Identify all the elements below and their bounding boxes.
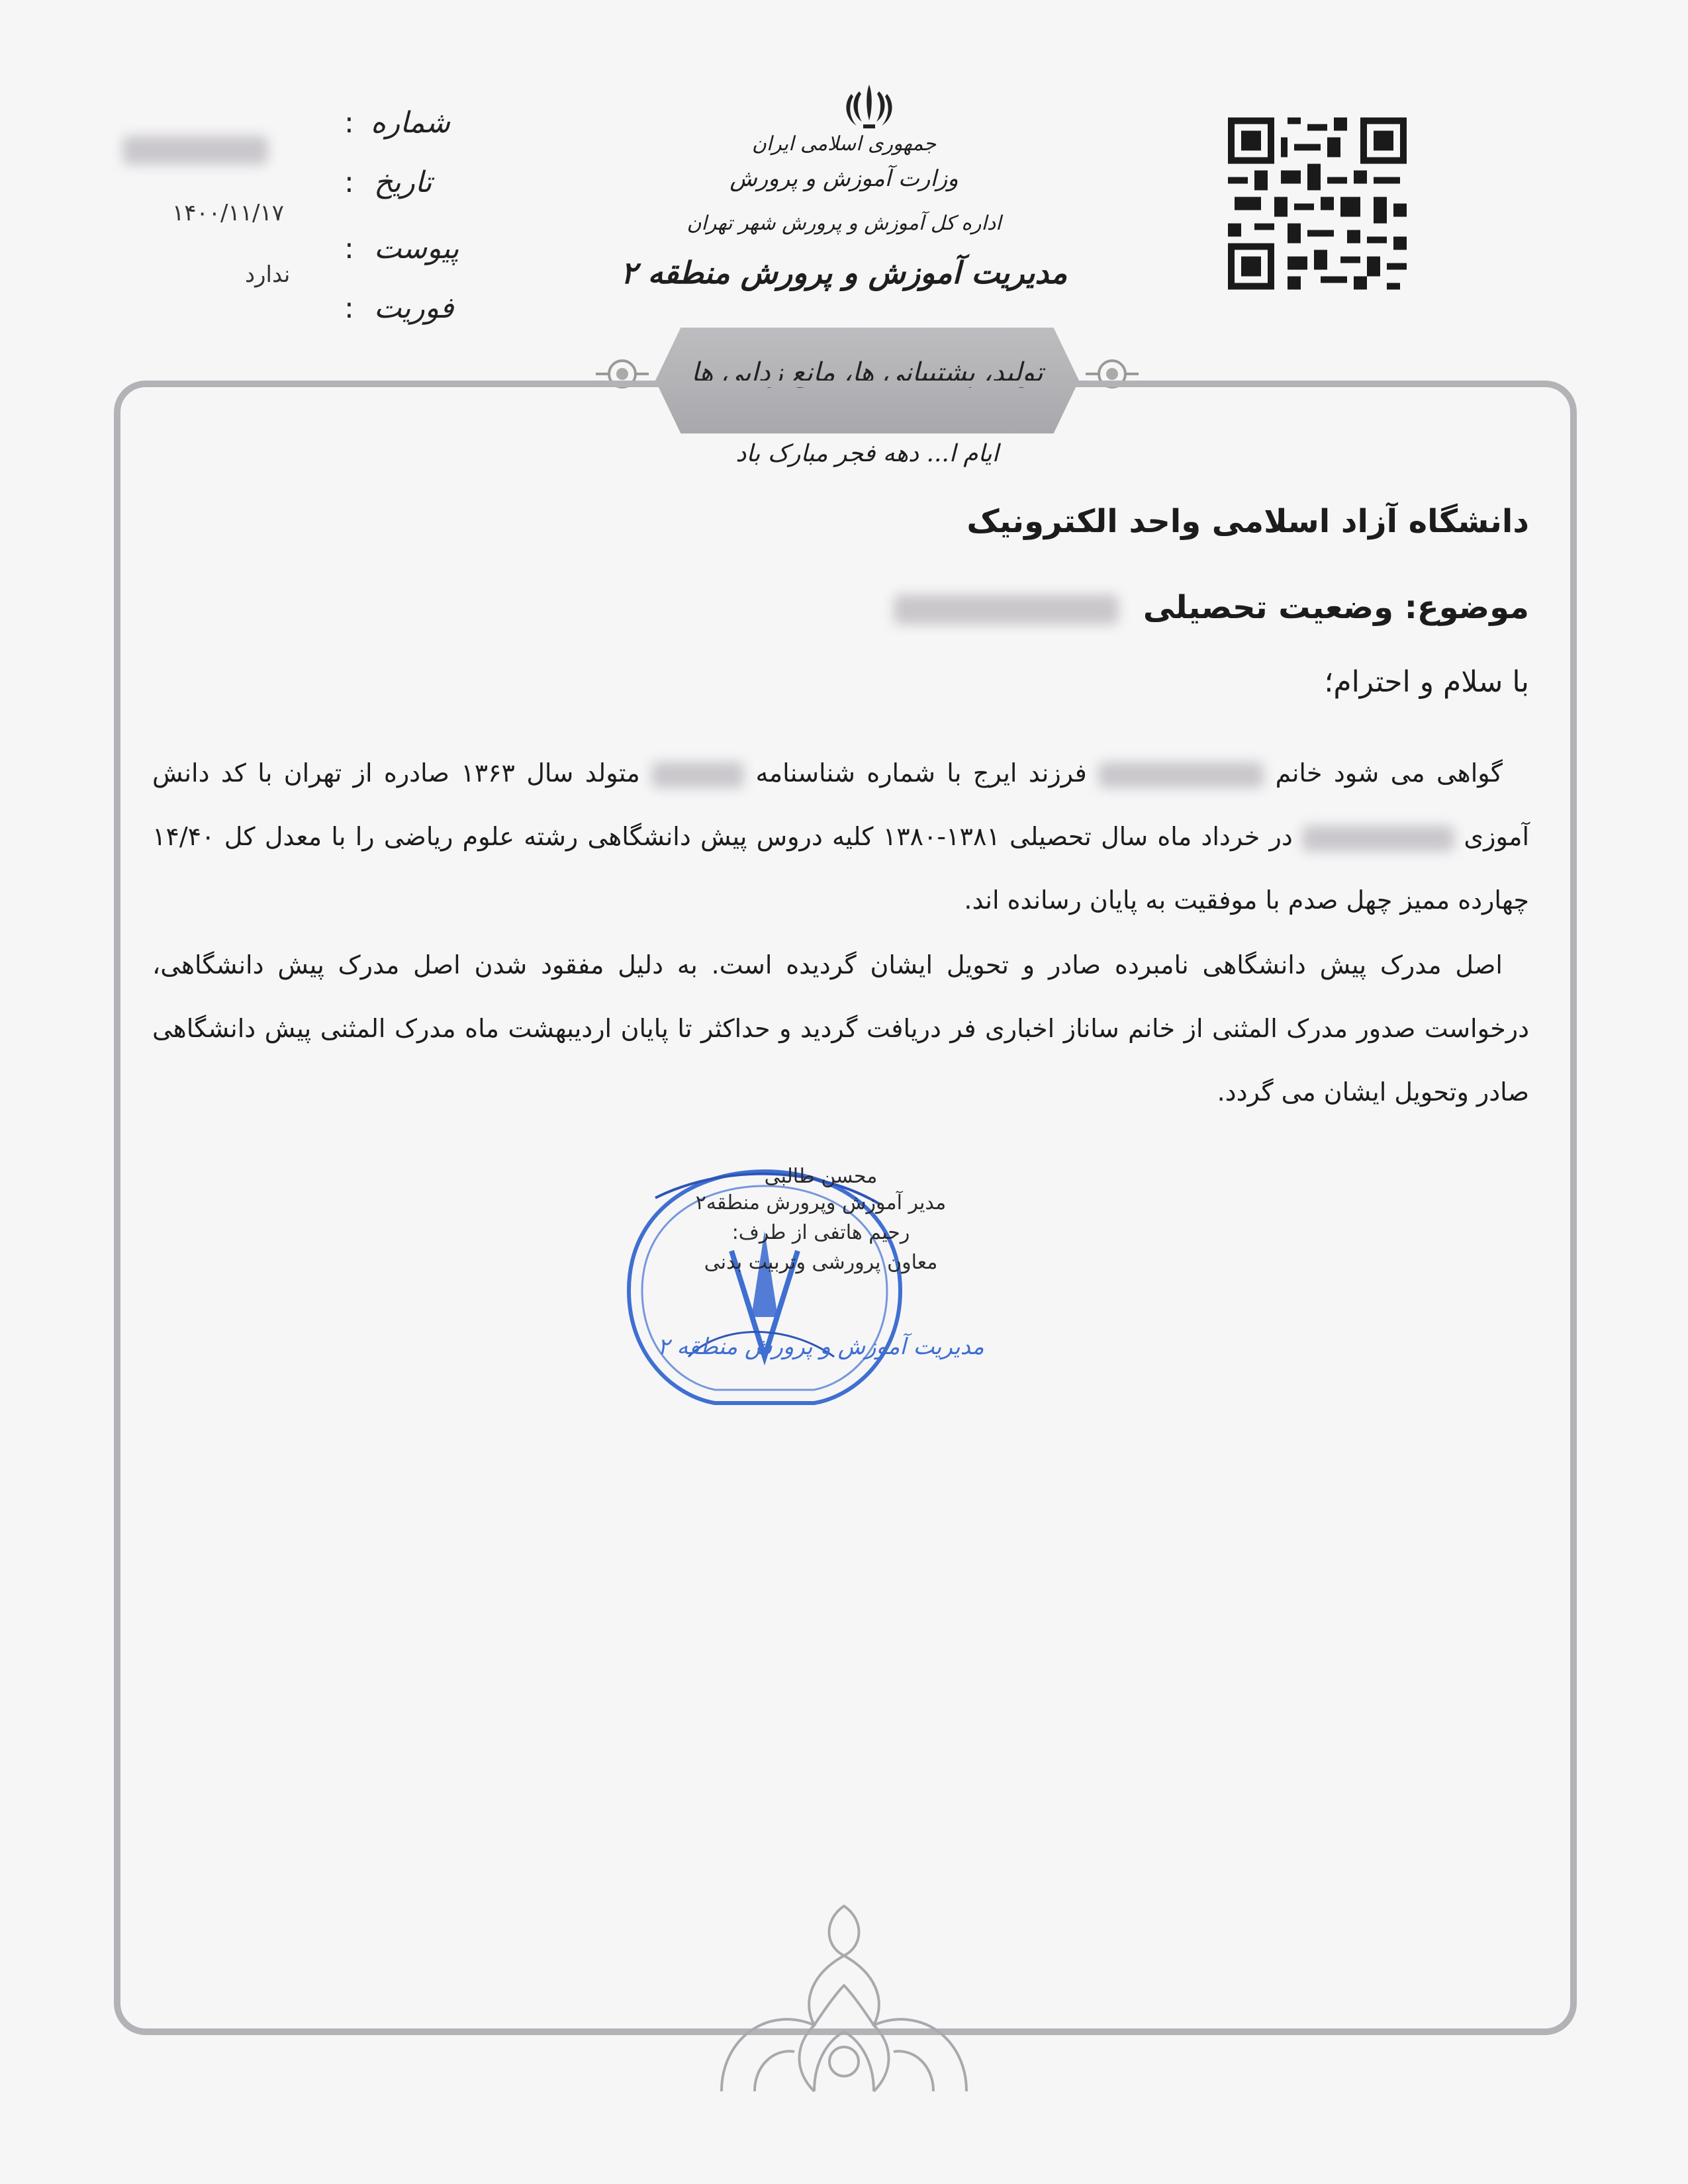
urgency-colon: : [344,291,354,325]
redacted-number [122,136,268,165]
redacted-student-code [1302,825,1454,852]
number-label: شماره [371,106,451,140]
para1-part2: فرزند ایرج با شماره شناسنامه [755,758,1087,788]
attachment-value: ندارد [245,261,291,288]
deputy-name: رحیم هاتفی [814,1221,910,1244]
redacted-name-subject [894,594,1119,625]
para1-part4: در خرداد ماه سال تحصیلی ۱۳۸۱-۱۳۸۰ کلیه دروس پیش دانشگاهی رشته علوم ریاضی را با معدل کل ۱۴/۴۰ چهارده ممیز چهل [152,822,1529,915]
para1-part3: متولد سال ۱۳۶۳ صادره از تهران با کد دانش آموزی [152,758,1529,851]
stamp-text: مدیریت آموزش و پرورش منطقه ۲ [657,1334,984,1360]
iran-emblem-icon [839,79,899,132]
subject-text: موضوع: وضعیت تحصیلی [1143,589,1529,626]
slogan-line: ایام ا... دهه فجر مبارک باد [735,440,999,467]
signer-name: محسن طالبی [764,1165,878,1188]
paragraph-1 [152,741,1529,932]
on-behalf-prefix: از طرف: [731,1221,808,1244]
para1-part1: گواهی می شود خانم [1275,758,1503,788]
recipient: دانشگاه آزاد اسلامی واحد الکترونیک [966,503,1529,540]
slogan-banner-text: تولید، پشتیبانی ها، مانع زدایی ها [691,357,1043,388]
header-line-4: مدیریت آموزش و پرورش منطقه ۲ [620,255,1068,291]
deputy-title: معاون پرورشی وتربیت بدنی [704,1251,938,1274]
qr-code-icon [1228,116,1407,291]
subject-line [894,589,1529,626]
paragraph-2 [152,933,1529,1124]
signer-title: مدیر آموزش وپرورش منطقه۲ [695,1191,947,1214]
para1-part5: صدم با موفقیت به پایان رسانده اند. [964,886,1338,915]
date-colon: : [344,165,354,199]
attachment-colon: : [344,232,354,265]
greeting: با سلام و احترام؛ [1324,665,1529,699]
para2-text: اصل مدرک پیش دانشگاهی نامبرده صادر و تحویل ایشان گردیده است. به دلیل مفقود شدن اصل مدرک پیش دانشگاهی، درخواست صدور مدرک المثنی از خانم ساناز اخباری فر دریافت گردید و حداکثر تا پایان اردیبهشت ماه مدرک المثنی پیش دانشگاهی صادر وتحویل ایشان می گردد. [152,950,1529,1107]
date-value: ۱۴۰۰/۱۱/۱۷ [172,200,285,226]
urgency-label: فوریت [374,291,454,325]
header-line-1: جمهوری اسلامی ایران [751,132,937,156]
number-colon: : [344,106,354,140]
date-label: تاریخ [374,165,432,199]
header-line-2: وزارت آموزش و پرورش [729,165,959,192]
redacted-id-number [651,762,744,788]
attachment-label: پیوست [374,232,459,265]
header-line-3: اداره کل آموزش و پرورش شهر تهران [686,212,1002,235]
bottom-ornament-icon [682,1893,1006,2105]
redacted-full-name [1098,762,1264,788]
on-behalf-line [622,1221,1019,1244]
